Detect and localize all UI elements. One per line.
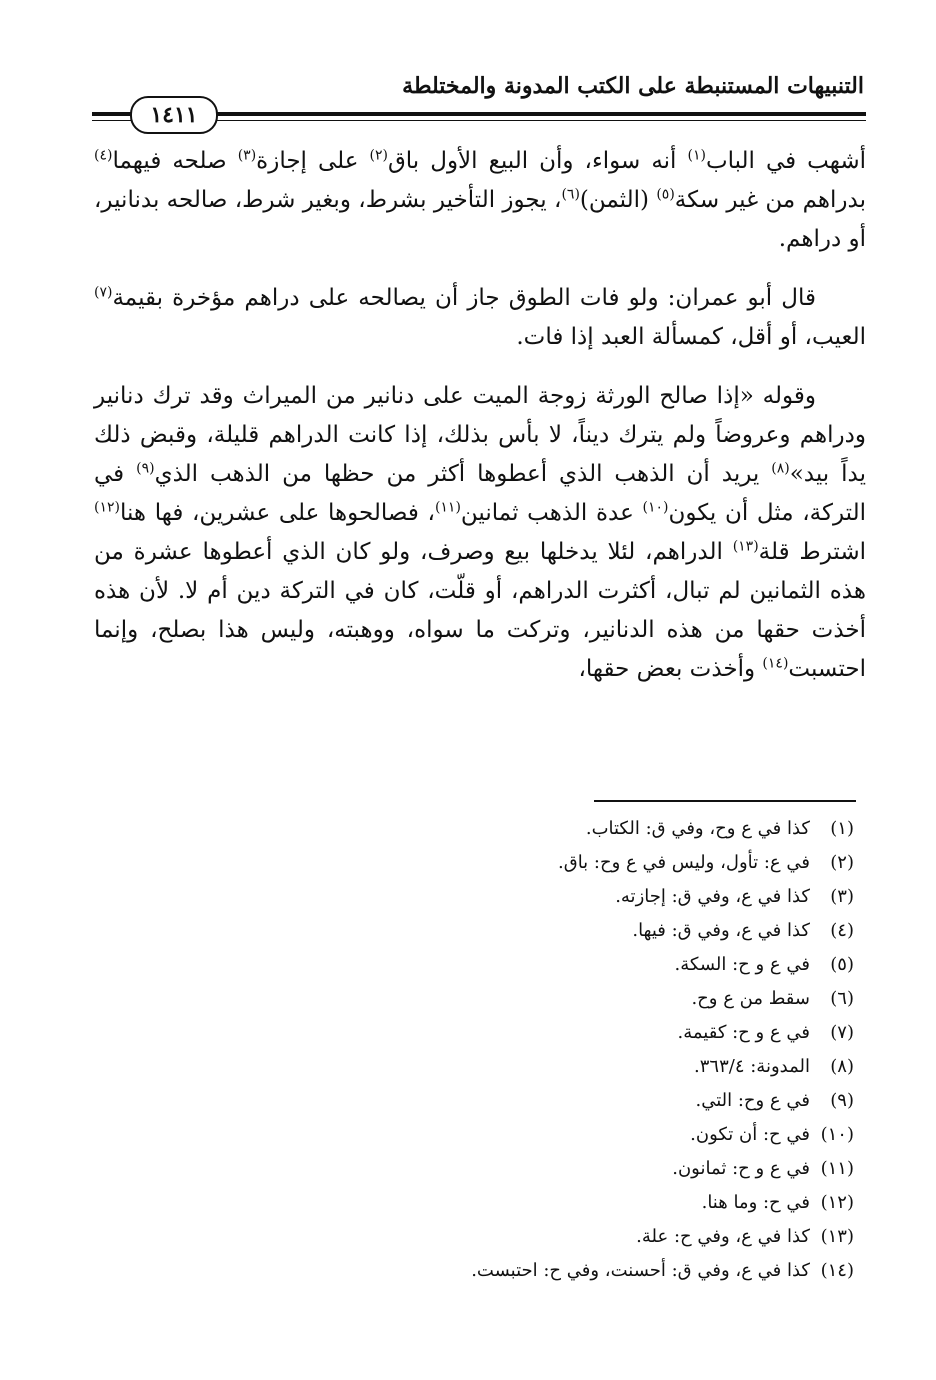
paragraph-text: العيب، أو أقل، كمسألة العبد إذا فات. bbox=[516, 324, 866, 350]
footnote-reference: (١٣) bbox=[732, 538, 759, 555]
paragraph-text: وأخذت بعض حقها، bbox=[578, 656, 763, 682]
footnote-text: كذا في ع، وفي ق: فيها. bbox=[632, 920, 810, 941]
paragraph-text: صلحه فيهما bbox=[112, 148, 238, 174]
footnote-number: (١١) bbox=[820, 1158, 854, 1179]
paragraph-text: في التركة، مثل أن يكون bbox=[94, 461, 866, 526]
footnote-number: (٥) bbox=[830, 954, 854, 975]
footnote-reference: (١) bbox=[687, 147, 706, 164]
footnote-text: كذا في ع، وفي ق: إجازته. bbox=[615, 886, 810, 907]
body-paragraph bbox=[94, 279, 866, 357]
footnote-reference: (١٢) bbox=[94, 499, 120, 516]
footnote-reference: (١٤) bbox=[762, 655, 789, 672]
footnote-reference: (٤) bbox=[94, 147, 113, 164]
footnote-text: في ع: تأول، وليس في ع وح: باق. bbox=[558, 852, 810, 873]
footnote-item bbox=[154, 846, 854, 880]
footnote-reference: (١٠) bbox=[642, 499, 669, 516]
footnote-reference: (١١) bbox=[434, 499, 461, 516]
footnote-number: (٩) bbox=[830, 1090, 854, 1111]
paragraph-text: على إجازة bbox=[256, 148, 370, 174]
paragraph-text: وقوله «إذا صالح الورثة زوجة الميت على دنانير من الميراث وقد ترك دنانير ودراهم وعروضاً ولم يترك ديناً، لا بأس بذلك، إذا كانت الدراهم قليلة، وقبض ذلك يداً بيد» bbox=[94, 383, 866, 487]
page-number: ١٤١١ bbox=[130, 96, 218, 134]
main-text bbox=[94, 142, 866, 709]
footnote-reference: (٢) bbox=[369, 147, 388, 164]
footnote-item bbox=[154, 1220, 854, 1254]
footnote-number: (٨) bbox=[830, 1056, 854, 1077]
footnote-text: في ع و ح: كقيمة. bbox=[677, 1022, 810, 1043]
footnote-reference: (٣) bbox=[237, 147, 257, 164]
paragraph-text: يريد أن الذهب الذي أعطوها أكثر من حظها من الذهب الذي bbox=[154, 461, 772, 487]
footnote-text: في ع وح: التي. bbox=[695, 1090, 810, 1111]
running-title: التنبيهات المستنبطة على الكتب المدونة والمختلطة bbox=[402, 73, 864, 99]
footnote-item bbox=[154, 1016, 854, 1050]
footnote-number: (٤) bbox=[830, 920, 854, 941]
paragraph-text: أنه سواء، وأن البيع الأول باق bbox=[387, 148, 688, 174]
body-paragraph bbox=[94, 142, 866, 259]
footnote-text: كذا في ع، وفي ق: أحسنت، وفي ح: احتبست. bbox=[471, 1260, 810, 1281]
footnote-separator bbox=[594, 800, 856, 802]
footnote-item bbox=[154, 948, 854, 982]
footnote-text: كذا في ع، وفي ح: علة. bbox=[636, 1226, 810, 1247]
paragraph-text: قال أبو عمران: ولو فات الطوق جاز أن يصالحه على دراهم مؤخرة بقيمة bbox=[112, 285, 816, 311]
footnote-number: (١) bbox=[830, 818, 854, 839]
footnote-text: سقط من ع وح. bbox=[691, 988, 810, 1009]
footnote-reference: (٩) bbox=[136, 460, 155, 477]
footnote-item bbox=[154, 914, 854, 948]
paragraph-text: بدراهم من غير سكة bbox=[674, 187, 866, 213]
footnote-text: في ح: وما هنا. bbox=[701, 1192, 810, 1213]
footnote-number: (٧) bbox=[830, 1022, 854, 1043]
footnote-item bbox=[154, 812, 854, 846]
footnote-item bbox=[154, 982, 854, 1016]
footnote-reference: (٦) bbox=[561, 186, 580, 203]
body-paragraph bbox=[94, 377, 866, 689]
footnote-text: كذا في ع وح، وفي ق: الكتاب. bbox=[585, 818, 810, 839]
paragraph-text: عدة الذهب ثمانين bbox=[460, 500, 643, 526]
footnote-text: في ع و ح: السكة. bbox=[674, 954, 810, 975]
footnote-reference: (٥) bbox=[656, 186, 675, 203]
footnote-number: (٦) bbox=[830, 988, 854, 1009]
footnote-text: في ح: أن تكون. bbox=[690, 1124, 810, 1145]
paragraph-text: (الثمن) bbox=[579, 187, 657, 213]
footnote-number: (٣) bbox=[830, 886, 854, 907]
footnotes-list bbox=[154, 812, 854, 1288]
footnote-item bbox=[154, 1254, 854, 1288]
footnote-item bbox=[154, 1050, 854, 1084]
footnote-item bbox=[154, 880, 854, 914]
footnote-item bbox=[154, 1152, 854, 1186]
footnote-number: (١٠) bbox=[820, 1124, 854, 1145]
footnote-number: (١٢) bbox=[820, 1192, 854, 1213]
footnote-item bbox=[154, 1118, 854, 1152]
paragraph-text: ، فصالحوها على عشرين، فها هنا bbox=[119, 500, 435, 526]
footnote-item bbox=[154, 1186, 854, 1220]
paragraph-text: ، يجوز التأخير بشرط، وبغير شرط، صالحه بدنانير، أو دراهم. bbox=[94, 187, 866, 252]
footnote-number: (١٣) bbox=[820, 1226, 854, 1247]
footnote-item bbox=[154, 1084, 854, 1118]
footnote-number: (١٤) bbox=[820, 1260, 854, 1281]
footnote-reference: (٧) bbox=[94, 284, 113, 301]
paragraph-text: أشهب في الباب bbox=[705, 148, 866, 174]
paragraph-text: الدراهم، لئلا يدخلها بيع وصرف، ولو كان الذي أعطوها عشرة من هذه الثمانين لم تبال، أكثرت الدراهم، أو قلّت، كان في التركة دين أم لا. لأن هذه أخذت حقها من هذه الدنانير، وتركت ما سواه، ووهبته، وليس هذا بصلح، وإنما احتسبت bbox=[94, 539, 866, 682]
footnote-reference: (٨) bbox=[771, 460, 790, 477]
footnote-text: في ع و ح: ثمانون. bbox=[672, 1158, 810, 1179]
footnote-text: المدونة: ٣٦٣/٤. bbox=[694, 1056, 810, 1077]
paragraph-text: اشترط قلة bbox=[758, 539, 866, 565]
footnote-number: (٢) bbox=[830, 852, 854, 873]
